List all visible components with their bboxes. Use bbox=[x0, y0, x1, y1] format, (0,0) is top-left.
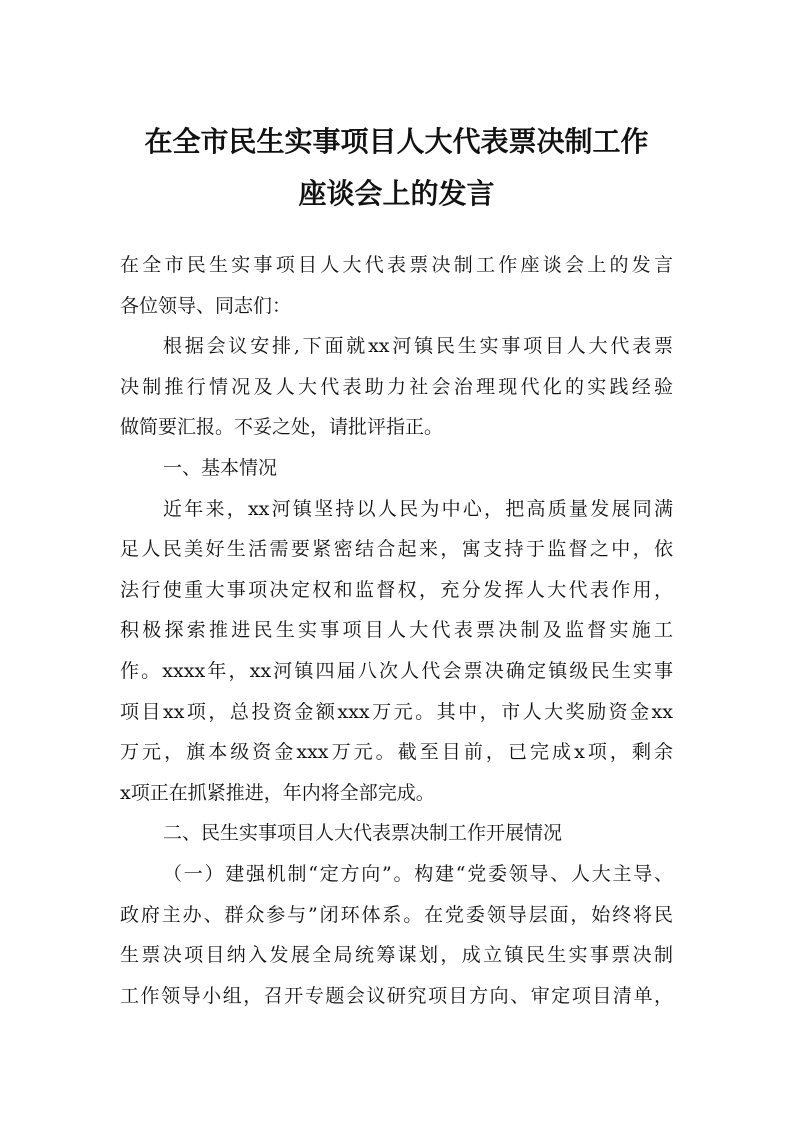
body-line: 作。xxxx年，xx河镇四届八次人代会票决确定镇级民生实事 bbox=[120, 659, 673, 682]
body-line: 做简要汇报。不妥之处，请批评指正。 bbox=[120, 416, 444, 439]
body-line: x项正在抓紧推进，年内将全部完成。 bbox=[120, 781, 435, 804]
body-line: 根据会议安排,下面就xx河镇民生实事项目人大代表票 bbox=[163, 335, 673, 358]
salutation-line: 各位领导、同志们： bbox=[120, 294, 292, 317]
document-body bbox=[120, 245, 673, 1016]
body-line: 积极探索推进民生实事项目人大代表票决制及监督实施工 bbox=[120, 619, 673, 642]
body-line: 决制推行情况及人大代表助力社会治理现代化的实践经验 bbox=[120, 375, 673, 398]
body-line: 生票决项目纳入发展全局统筹谋划，成立镇民生实事票决制 bbox=[120, 944, 673, 967]
document-title-line-2: 座谈会上的发言 bbox=[298, 177, 495, 210]
body-line: 足人民美好生活需要紧密结合起来，寓支持于监督之中，依 bbox=[120, 538, 673, 561]
body-line: 近年来，xx河镇坚持以人民为中心，把高质量发展同满 bbox=[163, 497, 673, 520]
body-line: 在全市民生实事项目人大代表票决制工作座谈会上的发言 bbox=[120, 254, 673, 276]
section-heading: 一、基本情况 bbox=[163, 456, 278, 479]
subsection-line: （一）建强机制“定方向”。构建“党委领导、人大主导、 bbox=[163, 862, 673, 885]
body-line: 万元，旗本级资金xxx万元。截至目前，已完成x项，剩余 bbox=[120, 741, 673, 764]
body-line: 工作领导小组，召开专题会议研究项目方向、审定项目清单， bbox=[120, 984, 673, 1007]
body-line: 项目xx项，总投资金额xxx万元。其中，市人大奖励资金xx bbox=[120, 700, 673, 723]
body-line: 法行使重大事项决定权和监督权，充分发挥人大代表作用， bbox=[120, 578, 673, 601]
body-line: 政府主办、群众参与”闭环体系。在党委领导层面，始终将民 bbox=[120, 903, 673, 926]
section-heading: 二、民生实事项目人大代表票决制工作开展情况 bbox=[163, 822, 563, 845]
document-title-line-1: 在全市民生实事项目人大代表票决制工作 bbox=[144, 125, 649, 158]
